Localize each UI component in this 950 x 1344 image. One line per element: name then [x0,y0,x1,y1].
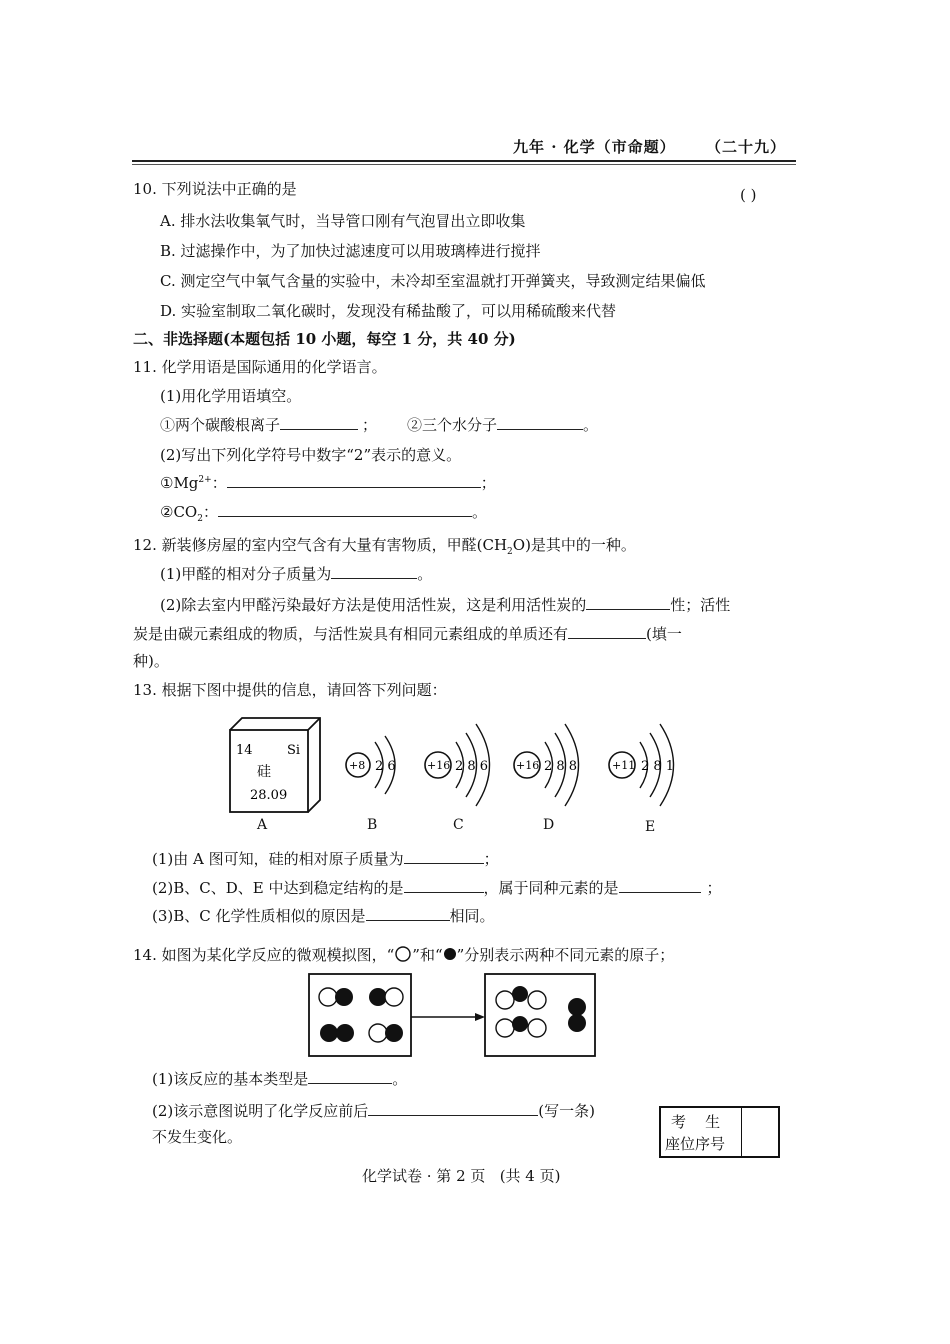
section2-title: 二、非选择题(本题包括 10 小题，每空 1 分，共 40 分) [133,330,516,348]
q14-2-blank[interactable] [368,1101,538,1116]
header-rule [132,160,796,162]
q11-stem: 11. 化学用语是国际通用的化学语言。 [133,358,387,376]
molecule-product-2 [496,1016,546,1037]
q13-2-blank-a[interactable] [404,878,484,893]
q11-part2a-line [160,472,496,493]
atom-b [346,736,396,794]
black-atom-icon [443,947,457,961]
q11-2b-colon: ： [202,503,218,521]
q11-2a-sup: 2+ [198,475,212,485]
q12-1-end: 。 [417,565,433,583]
q14-part2 [152,1100,595,1121]
q11-part2b-line [160,501,487,524]
q13-3-end: 相同。 [449,907,495,925]
molecule-ba [369,988,403,1006]
atom-b-nucleus: +8 [349,759,366,772]
q11-2b-blank[interactable] [218,502,472,517]
element-number: 14 [236,743,253,758]
q10-stem: 10. 下列说法中正确的是 [133,180,297,198]
q14-2-label: (2)该示意图说明了化学反应前后 [152,1102,369,1120]
seat-label-line1: 考 生 [671,1113,721,1131]
element-symbol: Si [287,743,301,758]
q12-part2-line3: 种)。 [133,652,169,670]
element-name: 硅 [257,764,271,780]
q11-part1: (1)用化学用语填空。 [160,387,302,405]
q14-1-label: (1)该反应的基本类型是 [152,1070,309,1088]
q13-part2 [152,877,722,898]
q12-1-blank[interactable] [331,564,417,579]
q12-2-fill: (填一 [646,625,682,643]
q11-1b-blank[interactable] [497,415,583,430]
q14-stem [133,944,674,965]
q12-part2-line1 [160,594,730,615]
header-rule-thin [132,164,796,165]
q14-part2-cont: 不发生变化。 [152,1128,243,1146]
q11-1a-label: ①两个碳酸根离子 [160,416,281,434]
q12-stem-b: O)是其中的一种。 [512,536,636,554]
q13-1-end: ； [483,850,499,868]
atom-b-shells: 2 6 [375,759,396,774]
reactants-box [309,974,411,1056]
q14-1-blank[interactable] [308,1069,392,1084]
molecule-ab [319,988,353,1006]
q14-2-hint: (写一条) [538,1102,595,1120]
q12-part2-line2 [133,623,682,644]
q11-2a-colon: ： [211,474,227,492]
seat-label-line2: 座位序号 [665,1135,726,1153]
q12-2-blank-a[interactable] [586,595,670,610]
molecule-ab-2 [369,1024,403,1042]
atom-c-shells: 2 8 6 [455,759,489,774]
label-a: A [257,817,268,833]
seat-number-box [659,1106,780,1158]
q14-1-end: 。 [392,1070,408,1088]
atom-e [609,724,674,806]
q12-part1 [160,563,432,584]
page-footer: 化学试卷 · 第 2 页 (共 4 页) [362,1167,561,1185]
seat-number-input[interactable] [743,1108,776,1156]
reaction-diagram [305,970,600,1062]
q12-2-label: (2)除去室内甲醛污染最好方法是使用活性炭，这是利用活性炭的 [160,596,587,614]
atom-e-shells: 2 8 1 [641,759,675,774]
header-number: （二十九） [706,138,787,156]
q13-3-label: (3)B、C 化学性质相似的原因是 [152,907,366,925]
label-b: B [367,817,378,833]
q11-2a-symbol: ①Mg [160,474,199,492]
q13-2-blank-b[interactable] [619,878,701,893]
q11-2b-sub: 2 [197,514,203,524]
atom-d-nucleus: +16 [516,759,540,772]
q13-part3 [152,905,495,926]
q12-stem-a: 12. 新装修房屋的室内空气含有大量有害物质，甲醛(CH [133,536,508,554]
q11-2b-end: 。 [471,503,487,521]
reaction-arrow [411,1013,485,1021]
q12-stem [133,534,636,557]
q11-1b-end: 。 [583,416,599,434]
header-title: 九年 · 化学（市命题） [513,138,676,156]
q12-2-after: 性；活性 [670,596,731,614]
atom-d [514,724,579,806]
molecule-product-1 [496,986,546,1009]
q14-stem-c: ”分别表示两种不同元素的原子； [456,946,675,964]
seat-label-cell [661,1108,742,1156]
q13-3-blank[interactable] [366,906,450,921]
atom-c-nucleus: +16 [427,759,451,772]
q11-1b-label: ②三个水分子 [407,416,498,434]
q13-2-label: (2)B、C、D、E 中达到稳定结构的是 [152,879,404,897]
q10-answer-paren: ( ) [740,186,757,204]
molecule-bb-1 [320,1024,354,1042]
q12-2-blank-b[interactable] [568,624,646,639]
q12-2-cont: 炭是由碳元素组成的物质，与活性炭具有相同元素组成的单质还有 [133,625,569,643]
q11-part1-line [160,414,598,435]
element-card-si [230,718,320,812]
q11-1a-sep: ； [362,416,378,434]
q12-1-label: (1)甲醛的相对分子质量为 [160,565,332,583]
q10-option-a: A. 排水法收集氧气时，当导管口刚有气泡冒出立即收集 [160,212,526,230]
label-d: D [543,817,555,833]
q14-stem-a: 14. 如图为某化学反应的微观模拟图，“ [133,946,395,964]
q13-2-end: ； [706,879,722,897]
q11-1a-blank[interactable] [280,415,358,430]
q13-1-blank[interactable] [404,849,484,864]
q12-stem-sub: 2 [507,547,513,557]
q13-1-label: (1)由 A 图可知，硅的相对原子质量为 [152,850,404,868]
white-atom-icon [394,946,412,962]
q14-part1 [152,1068,407,1089]
q11-2a-end: ； [480,474,496,492]
q13-2-mid: ，属于同种元素的是 [483,879,619,897]
element-mass: 28.09 [250,788,288,803]
q14-stem-b: ”和“ [412,946,443,964]
q10-option-d: D. 实验室制取二氧化碳时，发现没有稀盐酸了，可以用稀硫酸来代替 [160,302,617,320]
q11-2a-blank[interactable] [227,473,481,488]
label-c: C [453,817,464,833]
q10-option-c: C. 测定空气中氧气含量的实验中，未冷却至室温就打开弹簧夹，导致测定结果偏低 [160,272,706,290]
atom-e-nucleus: +11 [612,759,636,772]
q13-part1 [152,848,499,869]
q10-option-b: B. 过滤操作中，为了加快过滤速度可以用玻璃棒进行搅拌 [160,242,541,260]
q13-stem: 13. 根据下图中提供的信息，请回答下列问题： [133,681,447,699]
q11-part2: (2)写出下列化学符号中数字“2”表示的意义。 [160,446,462,464]
q11-2b-symbol: ②CO [160,503,198,521]
molecule-product-bb [568,998,586,1032]
atom-d-shells: 2 8 8 [544,759,578,774]
atom-c [425,724,490,806]
label-e: E [645,819,656,835]
